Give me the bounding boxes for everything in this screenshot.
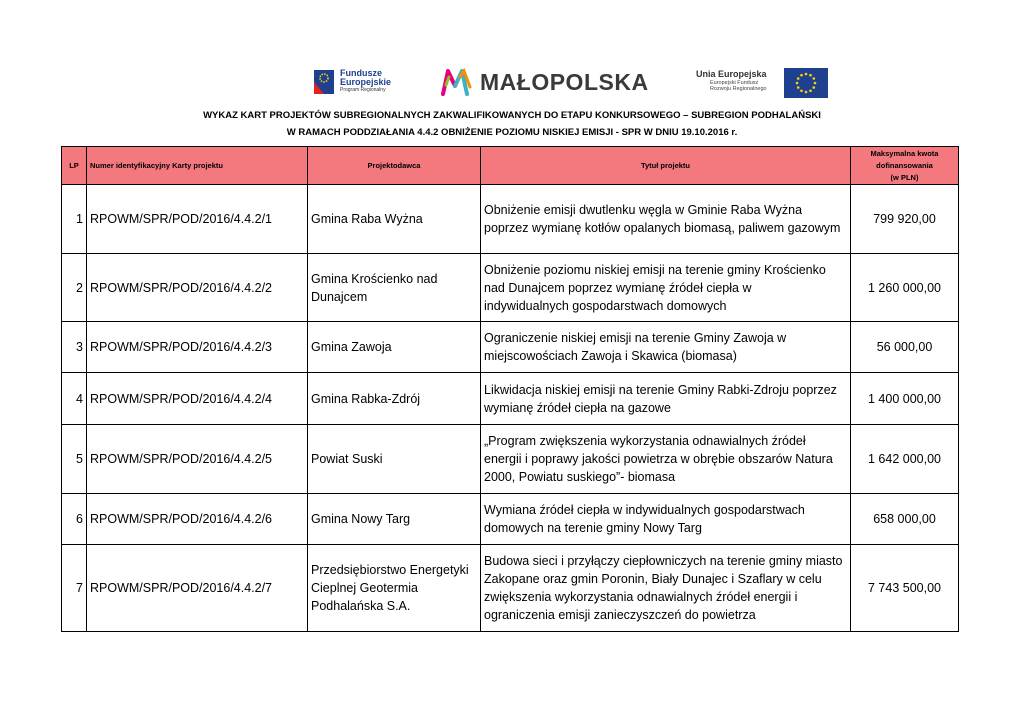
title-line: nad Dunajcem poprzez wymianę źródeł ciepła w [484,280,752,295]
title-line: indywidualnych gospodarstwach domowych [484,298,727,313]
title-line: Ograniczenie niskiej emisji na terenie Gminy Zawoja w [484,331,787,345]
fe-line1: Fundusze [340,68,382,78]
cell-lp: 2 [62,254,87,322]
title-line: poprzez wymianę kotłów opalanych biomasą, paliwem gazowym [484,221,841,235]
applicant-line: Cieplnej Geotermia [311,581,418,595]
cell-title [481,494,851,545]
eu-line3: Rozwoju Regionalnego [710,86,767,92]
cell-number: RPOWM/SPR/POD/2016/4.4.2/3 [87,322,308,373]
applicant-line: Gmina Zawoja [311,340,392,354]
cell-amount: 658 000,00 [851,494,959,545]
cell-number: RPOWM/SPR/POD/2016/4.4.2/4 [87,373,308,425]
table-row [62,494,959,545]
title-line: Zakopane oraz gmin Poronin, Biały Dunajec i Szaflary w celu [484,572,822,586]
header-applicant: Projektodawca [308,147,481,185]
table-row [62,373,959,425]
title-line: energii i poprawy jakości powietrza w obrębie obszarów Natura [484,452,833,466]
cell-applicant [308,373,481,425]
table-body [62,185,959,632]
cell-number: RPOWM/SPR/POD/2016/4.4.2/5 [87,425,308,494]
cell-applicant [308,494,481,545]
cell-amount: 7 743 500,00 [851,545,959,632]
cell-lp: 3 [62,322,87,373]
cell-title [481,254,851,322]
fe-line3: Program Regionalny [340,87,386,93]
header-amount-line1: Maksymalna kwota [870,148,939,158]
projects-table [61,146,959,632]
title-line: wymianę źródeł ciepła na gazowe [484,400,671,415]
applicant-line: Gmina Krościenko nad [311,271,438,286]
document-title [0,107,1024,141]
table-row [62,322,959,373]
table-row [62,425,959,494]
title-line1: WYKAZ KART PROJEKTÓW SUBREGIONALNYCH ZAKWALIFIKOWANYCH DO ETAPU KONKURSOWEGO – SUBREGION PODHALAŃSKI [203,110,821,121]
cell-number: RPOWM/SPR/POD/2016/4.4.2/6 [87,494,308,545]
unia-europejska-logo [696,68,836,98]
eu-flag-icon [784,68,828,98]
header-title: Tytuł projektu [481,147,851,185]
cell-title [481,322,851,373]
malopolska-mark-icon [440,67,474,97]
cell-amount: 1 642 000,00 [851,425,959,494]
table-row [62,545,959,632]
cell-applicant [308,545,481,632]
eu-sub [710,80,767,92]
title-line: Obniżenie emisji dwutlenku węgla w Gminie Raba Wyżna [484,203,803,217]
cell-lp: 6 [62,494,87,545]
applicant-line: Gmina Rabka-Zdrój [311,391,421,406]
header-lp: LP [62,147,87,185]
fe-line2: Europejskie [340,77,392,87]
eu-line2: Europejski Fundusz [710,80,759,86]
applicant-line: Powiat Suski [311,452,383,466]
applicant-line: Gmina Raba Wyżna [311,212,423,226]
cell-applicant [308,254,481,322]
malopolska-logo [440,67,666,97]
cell-amount: 1 400 000,00 [851,373,959,425]
table-row [62,254,959,322]
header-amount [851,147,959,185]
title-line: zwiększenia wykorzystania odnawialnych źródeł energii i [484,590,798,604]
applicant-line: Przedsiębiorstwo Energetyki [311,563,469,577]
title-line: miejscowościach Zawoja i Skawica (biomasa) [484,349,737,363]
logo-bar [0,64,1024,100]
title-line: domowych na terenie gminy Nowy Targ [484,521,702,535]
applicant-line: Podhalańska S.A. [311,599,411,613]
cell-title [481,373,851,425]
table-header-row [62,147,959,185]
cell-amount: 799 920,00 [851,185,959,254]
cell-lp: 7 [62,545,87,632]
cell-applicant [308,425,481,494]
fe-text [340,69,391,94]
title-line2: W RAMACH PODDZIAŁANIA 4.4.2 OBNIŻENIE POZIOMU NISKIEJ EMISJI - SPR W DNIU 19.10.2016 r. [286,127,738,138]
malopolska-text: MAŁOPOLSKA [480,69,649,95]
cell-lp: 5 [62,425,87,494]
title-line: Obniżenie poziomu niskiej emisji na terenie gminy Krościenko [484,262,826,277]
cell-title [481,185,851,254]
applicant-line: Dunajcem [311,289,368,304]
title-line: ograniczenia emisji zanieczyszczeń do powietrza [484,608,756,622]
cell-title [481,425,851,494]
table-row [62,185,959,254]
cell-number: RPOWM/SPR/POD/2016/4.4.2/7 [87,545,308,632]
header-amount-line3: (w PLN) [890,172,919,182]
cell-applicant [308,185,481,254]
cell-title [481,545,851,632]
cell-applicant [308,322,481,373]
eu-line1: Unia Europejska [696,69,767,79]
cell-number: RPOWM/SPR/POD/2016/4.4.2/2 [87,254,308,322]
header-number: Numer identyfikacyjny Karty projektu [87,147,308,185]
cell-number: RPOWM/SPR/POD/2016/4.4.2/1 [87,185,308,254]
title-line: Budowa sieci i przyłączy ciepłowniczych na terenie gminy miasto [484,554,843,568]
cell-lp: 4 [62,373,87,425]
title-line: 2000, Powiatu suskiego”- biomasa [484,470,676,484]
cell-lp: 1 [62,185,87,254]
applicant-line: Gmina Nowy Targ [311,512,411,526]
title-line: Wymiana źródeł ciepła w indywidualnych gospodarstwach [484,503,805,517]
title-line: „Program zwiększenia wykorzystania odnawialnych źródeł [484,434,806,448]
cell-amount: 1 260 000,00 [851,254,959,322]
cell-amount: 56 000,00 [851,322,959,373]
fundusze-europejskie-logo [312,66,422,98]
fe-flag-icon [312,68,336,96]
header-amount-line2: dofinansowania [876,160,933,170]
title-line: Likwidacja niskiej emisji na terenie Gminy Rabki-Zdroju poprzez [484,382,837,397]
